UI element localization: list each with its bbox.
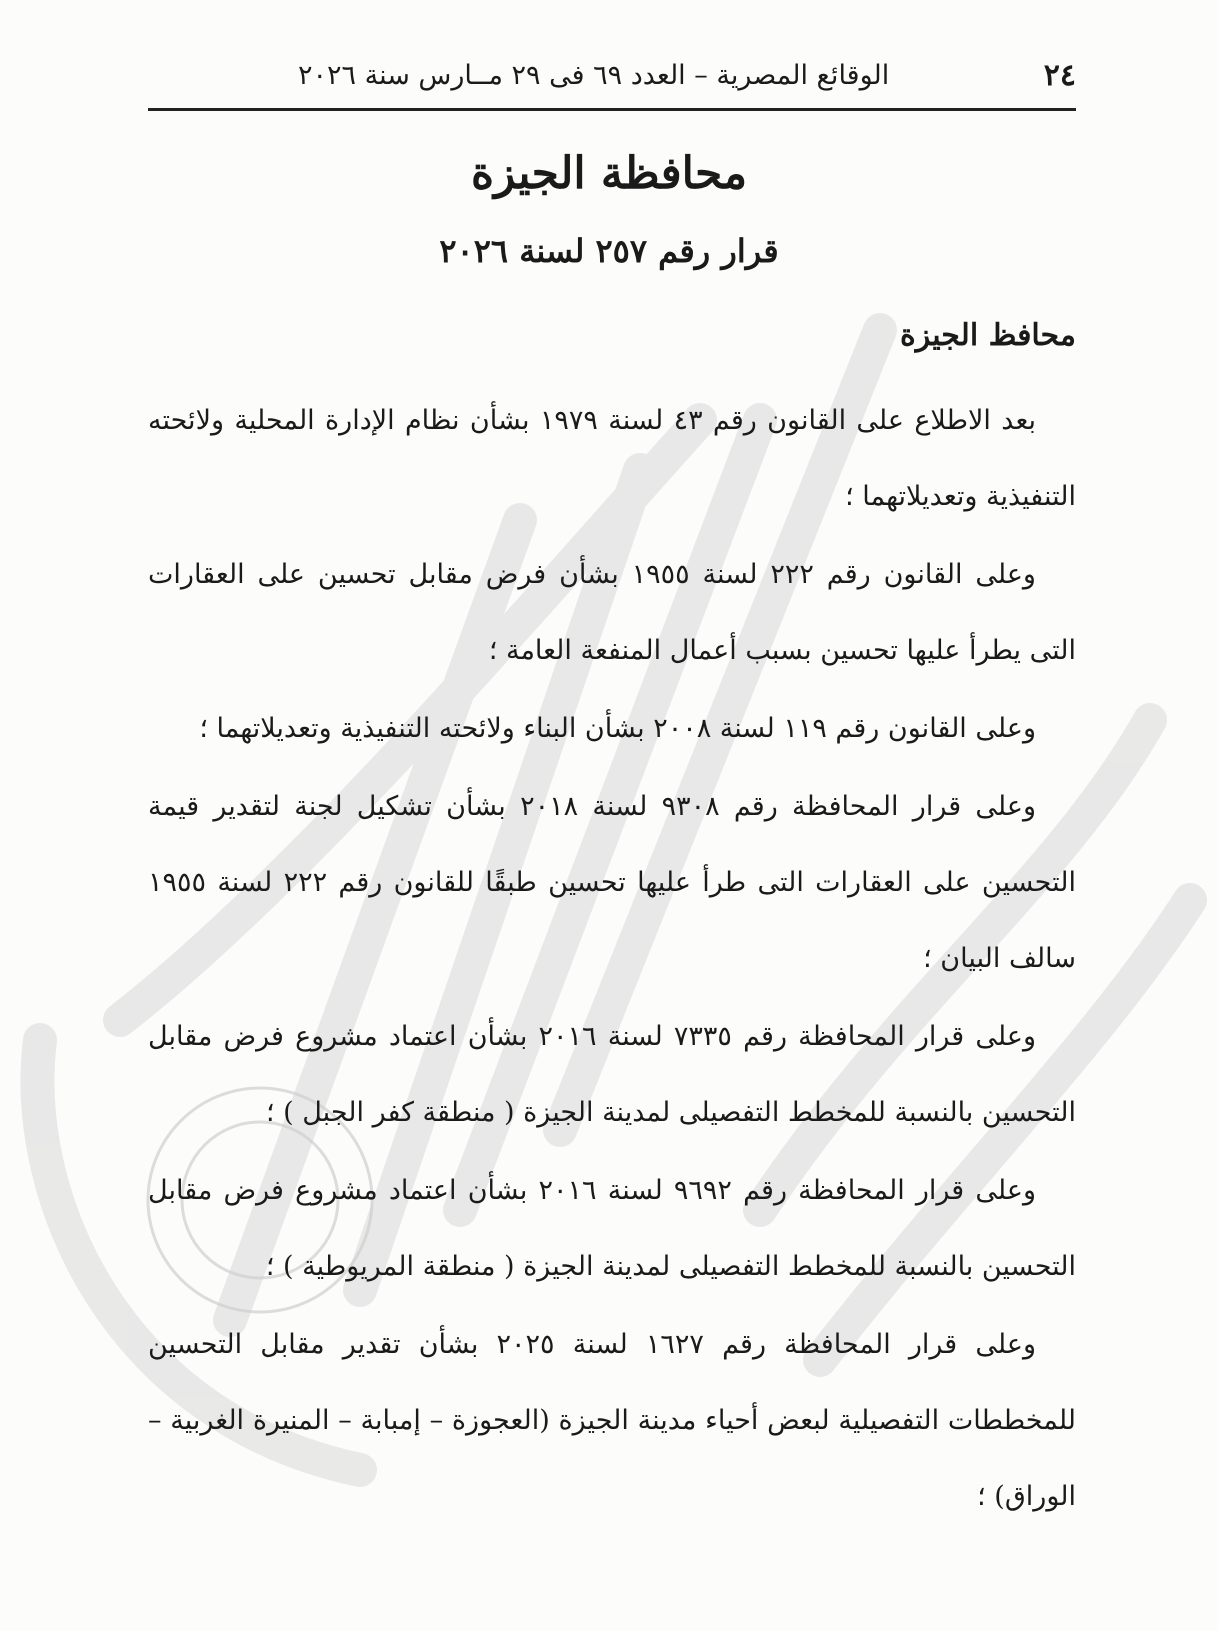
preamble-paragraph: بعد الاطلاع على القانون رقم ٤٣ لسنة ١٩٧٩ بشأن نظام الإدارة المحلية ولائحته التنفيذية وتعديلاتهما ؛ [148,405,1076,512]
running-header [148,52,1076,108]
issuer-heading: محافظ الجيزة [899,318,1076,353]
preamble-paragraph: وعلى قرار المحافظة رقم ٩٣٠٨ لسنة ٢٠١٨ بشأن تشكيل لجنة لتقدير قيمة التحسين على العقارات التى طرأ عليها تحسين طبقًا للقانون رقم ٢٢٢ لسنة ١٩٥٥ سالف البيان ؛ [148,791,1076,974]
decree-title: قرار رقم ٢٥٧ لسنة ٢٠٢٦ [439,232,779,270]
preamble-paragraph: وعلى قرار المحافظة رقم ٧٣٣٥ لسنة ٢٠١٦ بشأن اعتماد مشروع فرض مقابل التحسين بالنسبة للمخطط التفصيلى لمدينة الجيزة ( منطقة كفر الجبل ) ؛ [148,1021,1076,1128]
page-number: ٢٤ [1043,58,1076,93]
preamble-paragraph: وعلى القانون رقم ٢٢٢ لسنة ١٩٥٥ بشأن فرض مقابل تحسين على العقارات التى يطرأ عليها تحسين بسبب أعمال المنفعة العامة ؛ [148,559,1076,666]
preamble-paragraph: وعلى قرار المحافظة رقم ٩٦٩٢ لسنة ٢٠١٦ بشأن اعتماد مشروع فرض مقابل التحسين بالنسبة للمخطط التفصيلى لمدينة الجيزة ( منطقة المريوطية ) ؛ [148,1175,1076,1282]
governorate-title: محافظة الجيزة [470,148,748,199]
running-title: الوقائع المصرية – العدد ٦٩ فى ٢٩ مــارس سنة ٢٠٢٦ [298,60,890,91]
preamble-paragraph: وعلى قرار المحافظة رقم ١٦٢٧ لسنة ٢٠٢٥ بشأن تقدير مقابل التحسين للمخططات التفصيلية لبعض أحياء مدينة الجيزة (العجوزة – إمبابة – المنيرة الغربية – الوراق) ؛ [148,1329,1076,1512]
header-divider [148,108,1076,111]
preamble-paragraph: وعلى القانون رقم ١١٩ لسنة ٢٠٠٨ بشأن البناء ولائحته التنفيذية وتعديلاتهما ؛ [199,713,1036,744]
document-body [148,383,1076,1535]
